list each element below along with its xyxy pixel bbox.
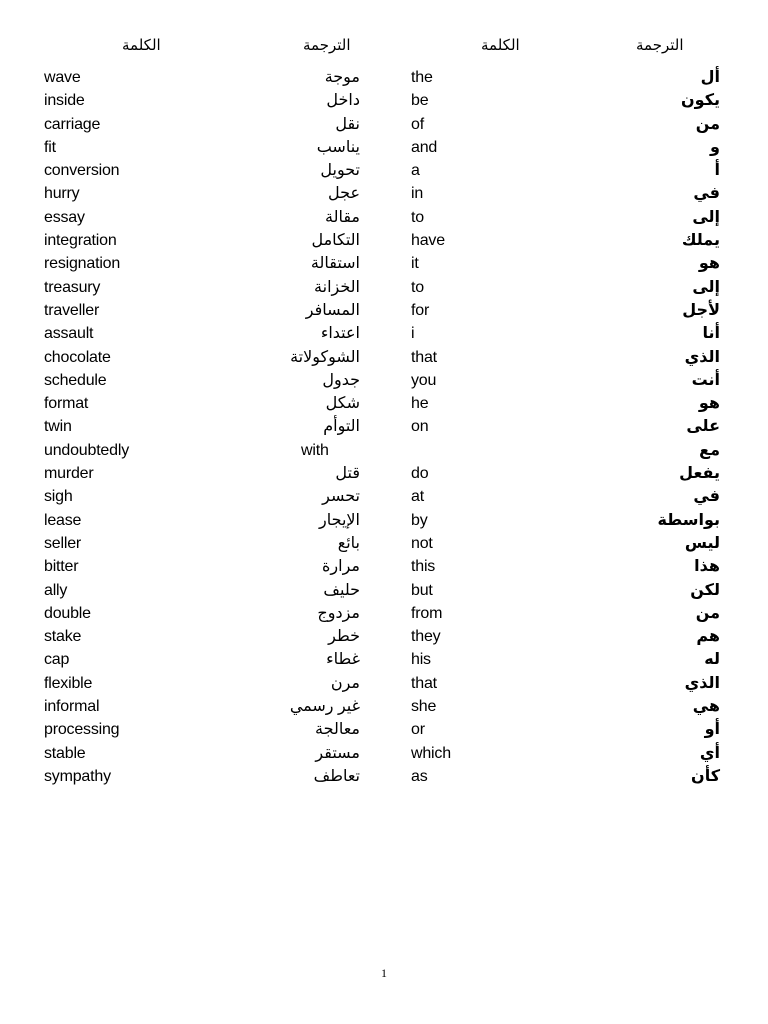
arabic-translation-col4: أ [714, 162, 720, 180]
english-word-col1: schedule [44, 371, 107, 389]
arabic-translation-col2: مستقر [315, 744, 360, 762]
arabic-translation-col2: مرن [330, 674, 360, 692]
arabic-translation-col2: الشوكولاتة [290, 348, 360, 366]
english-word-col1: twin [44, 418, 72, 436]
english-word-col3: of [411, 115, 424, 133]
english-word-col3: and [411, 138, 438, 156]
arabic-translation-col4: لأجل [682, 301, 720, 319]
english-word-col1: hurry [44, 185, 80, 203]
english-word-col1: seller [44, 534, 82, 552]
english-word-col3: from [411, 604, 443, 622]
arabic-translation-col2: التوأم [323, 418, 360, 436]
table-row [0, 136, 768, 159]
arabic-translation-col4: هو [698, 395, 720, 413]
table-row [0, 369, 768, 392]
table-row [0, 415, 768, 438]
table-row [0, 485, 768, 508]
table-row [0, 742, 768, 765]
english-word-col1: sigh [44, 488, 73, 506]
english-word-col3: for [411, 301, 430, 319]
english-word-col3: that [411, 674, 437, 692]
arabic-translation-col4: هو [698, 255, 720, 273]
english-word-col1: format [44, 395, 89, 413]
english-word-col3: to [411, 208, 424, 226]
table-row [0, 695, 768, 718]
page-number: 1 [381, 966, 387, 980]
arabic-translation-col4: في [693, 488, 720, 506]
english-word-col3: he [411, 395, 429, 413]
arabic-translation-col4: يفعل [679, 465, 720, 483]
arabic-translation-col4: مع [699, 441, 720, 459]
table-row [0, 625, 768, 648]
arabic-translation-col4: هذا [694, 558, 720, 576]
english-word-col3: not [411, 534, 433, 552]
arabic-translation-col2: مزدوج [317, 604, 360, 622]
english-word-col1: double [44, 604, 91, 622]
arabic-translation-col2: قتل [335, 465, 360, 483]
table-row [0, 182, 768, 205]
english-word-col1: resignation [44, 255, 121, 273]
english-word-col1: treasury [44, 278, 101, 296]
english-word-col3: they [411, 628, 441, 646]
arabic-translation-col2: موجة [324, 69, 360, 86]
arabic-translation-col4: لكن [690, 581, 720, 599]
english-word-col3: this [411, 558, 436, 576]
english-word-col1: undoubtedly [44, 441, 129, 459]
english-word-col1: traveller [44, 301, 100, 319]
table-row [0, 299, 768, 322]
arabic-translation-col2: شكل [325, 395, 360, 413]
english-word-col1: chocolate [44, 348, 111, 366]
table-row [0, 66, 768, 89]
table-row [0, 718, 768, 741]
table-row [0, 509, 768, 532]
english-word-col1: lease [44, 511, 82, 529]
arabic-translation-col4: أو [704, 721, 720, 739]
english-word-col3: the [411, 69, 433, 86]
arabic-translation-col4: أل [700, 69, 720, 86]
english-word-col1: essay [44, 208, 85, 226]
english-word-col1: sympathy [44, 767, 111, 785]
arabic-translation-col2: حليف [323, 581, 360, 599]
arabic-translation-col4: هي [692, 698, 720, 716]
english-word-col3: by [411, 511, 428, 529]
arabic-translation-col2: بائع [337, 534, 360, 552]
arabic-translation-col2: مقالة [325, 208, 360, 226]
arabic-translation-col2: داخل [326, 92, 360, 110]
arabic-translation-col4: إلى [692, 208, 720, 226]
english-word-col3: to [411, 278, 424, 296]
english-word-col1: carriage [44, 115, 101, 133]
arabic-translation-col4: يملك [681, 232, 720, 250]
english-word-col1: wave [44, 69, 81, 86]
arabic-translation-col4: له [704, 651, 720, 669]
arabic-translation-col2: الإيجار [319, 511, 360, 529]
arabic-translation-col2: يناسب [316, 138, 360, 156]
arabic-translation-col4: أنا [702, 325, 720, 343]
english-word-col3: with [301, 441, 329, 459]
table-row [0, 276, 768, 299]
english-word-col3: she [411, 698, 437, 716]
english-word-col3: do [411, 465, 429, 483]
english-word-col3: i [411, 325, 415, 343]
english-word-col1: ally [44, 581, 68, 599]
header-word-col1: الكلمة [122, 37, 161, 54]
english-word-col1: flexible [44, 674, 93, 692]
english-word-col3: be [411, 92, 429, 110]
table-row [0, 346, 768, 369]
arabic-translation-col4: أي [699, 744, 720, 762]
arabic-translation-col2: تعاطف [313, 767, 360, 785]
arabic-translation-col4: كأن [691, 767, 720, 785]
arabic-translation-col4: يكون [681, 92, 720, 110]
arabic-translation-col4: ليس [684, 534, 720, 552]
english-word-col1: stable [44, 744, 86, 762]
english-word-col1: stake [44, 628, 82, 646]
english-word-col3: have [411, 232, 445, 250]
vocabulary-table [0, 66, 768, 788]
english-word-col1: assault [44, 325, 94, 343]
arabic-translation-col4: أنت [691, 371, 720, 389]
arabic-translation-col2: نقل [335, 115, 360, 133]
english-word-col1: conversion [44, 162, 120, 180]
english-word-col3: a [411, 162, 420, 180]
table-row [0, 648, 768, 671]
english-word-col3: as [411, 767, 428, 785]
arabic-translation-col2: المسافر [305, 301, 360, 319]
english-word-col3: it [411, 255, 419, 273]
english-word-col3: but [411, 581, 433, 599]
header-translation-col2: الترجمة [303, 37, 351, 54]
table-row [0, 206, 768, 229]
english-word-col1: informal [44, 698, 100, 716]
arabic-translation-col2: غطاء [326, 651, 360, 669]
arabic-translation-col2: جدول [322, 371, 360, 389]
table-row [0, 672, 768, 695]
arabic-translation-col2: التكامل [311, 232, 360, 250]
arabic-translation-col2: غير رسمي [289, 698, 360, 716]
arabic-translation-col2: استقالة [310, 255, 360, 273]
english-word-col1: bitter [44, 558, 79, 576]
english-word-col3: which [411, 744, 451, 762]
arabic-translation-col2: اعتداء [320, 325, 360, 343]
arabic-translation-col2: خطر [328, 628, 360, 646]
table-row [0, 229, 768, 252]
arabic-translation-col2: مرارة [322, 558, 360, 576]
header-word-col3: الكلمة [481, 37, 520, 54]
table-row [0, 579, 768, 602]
english-word-col1: murder [44, 465, 94, 483]
table-row [0, 113, 768, 136]
table-row [0, 322, 768, 345]
arabic-translation-col2: معالجة [315, 721, 360, 739]
table-row [0, 602, 768, 625]
table-row [0, 439, 768, 462]
arabic-translation-col4: الذي [684, 674, 720, 692]
english-word-col3: at [411, 488, 424, 506]
arabic-translation-col4: من [695, 115, 720, 133]
header-translation-col4: الترجمة [636, 37, 684, 54]
table-row [0, 765, 768, 788]
english-word-col3: or [411, 721, 425, 739]
arabic-translation-col4: على [686, 418, 720, 436]
english-word-col1: fit [44, 138, 56, 156]
arabic-translation-col4: هم [696, 628, 720, 646]
arabic-translation-col2: عجل [328, 185, 360, 203]
arabic-translation-col4: من [695, 604, 720, 622]
table-row [0, 462, 768, 485]
arabic-translation-col2: تحسر [322, 488, 360, 506]
english-word-col3: you [411, 371, 437, 389]
table-row [0, 392, 768, 415]
english-word-col3: on [411, 418, 429, 436]
english-word-col1: processing [44, 721, 120, 739]
arabic-translation-col4: في [693, 185, 720, 203]
table-row [0, 89, 768, 112]
english-word-col1: integration [44, 232, 117, 250]
table-row [0, 555, 768, 578]
arabic-translation-col4: و [710, 138, 720, 156]
arabic-translation-col4: إلى [692, 278, 720, 296]
english-word-col3: in [411, 185, 424, 203]
english-word-col1: cap [44, 651, 70, 669]
english-word-col1: inside [44, 92, 85, 110]
english-word-col3: his [411, 651, 431, 669]
arabic-translation-col2: تحويل [320, 162, 360, 180]
table-row [0, 532, 768, 555]
arabic-translation-col4: بواسطة [657, 511, 720, 529]
arabic-translation-col4: الذي [684, 348, 720, 366]
table-row [0, 159, 768, 182]
table-row [0, 252, 768, 275]
arabic-translation-col2: الخزانة [314, 278, 360, 296]
english-word-col3: that [411, 348, 437, 366]
